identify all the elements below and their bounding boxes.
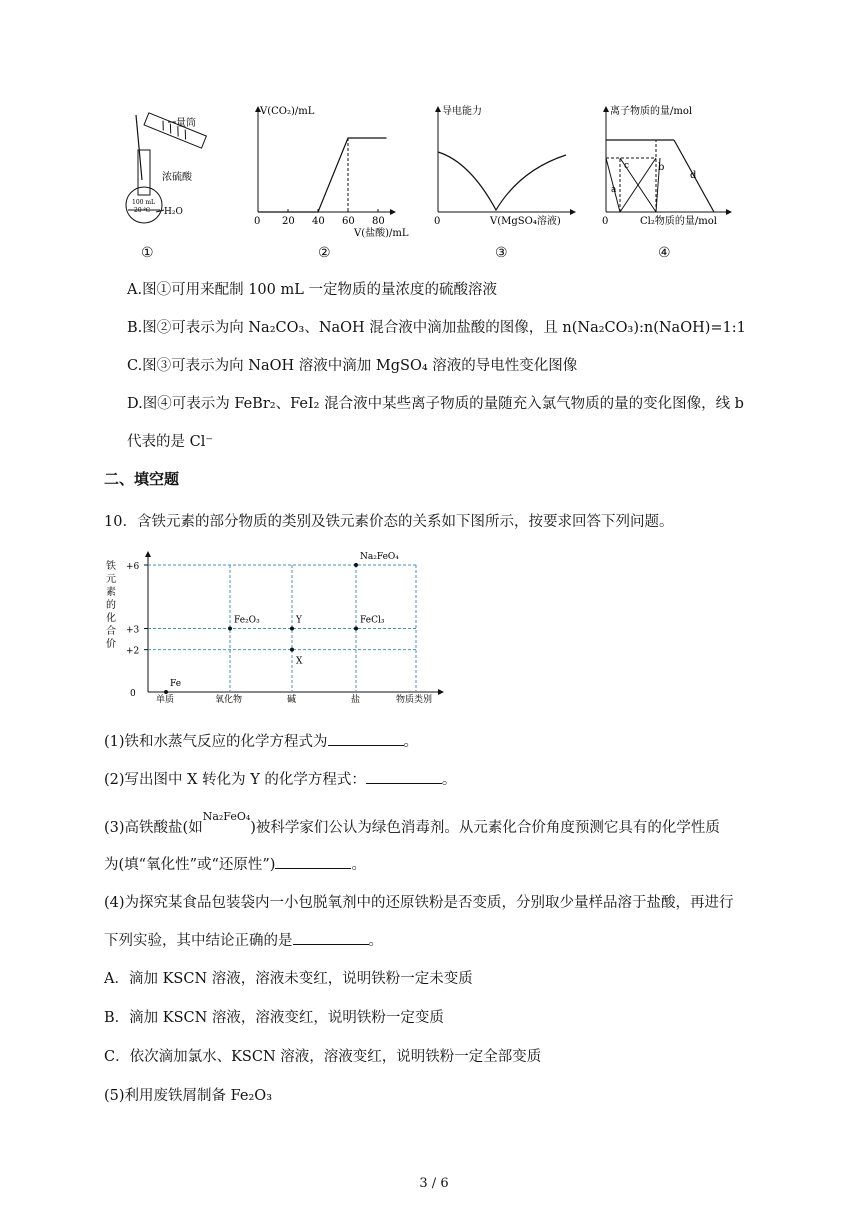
fig3-ylabel: 导电能力 — [442, 106, 482, 117]
fig4-curve-a: a — [611, 185, 617, 195]
fig4-curve-d: d — [690, 170, 697, 181]
fig2-number: ② — [318, 245, 331, 261]
q10-choice-a: A．滴加 KSCN 溶液，溶液未变红，说明铁粉一定未变质 — [104, 971, 473, 987]
figure-2-chart — [250, 100, 420, 240]
fig2-tick-80: 80 — [372, 216, 385, 227]
option-d-line1: D.图④可表示为 FeBr₂、FeI₂ 混合液中某些离子物质的量随充入氯气物质的量的变化图像，线 b — [127, 396, 744, 412]
fig2-tick-20: 20 — [282, 216, 295, 227]
fig3-number: ③ — [495, 245, 508, 261]
q10-point — [164, 690, 168, 694]
q10-stem: 10．含铁元素的部分物质的类别及铁元素价态的关系如下图所示，按要求回答下列问题。 — [104, 514, 674, 530]
q10-part1: (1)铁和水蒸气反应的化学方程式为 。 — [104, 734, 419, 750]
q10-ylabel-char: 化 — [106, 613, 116, 624]
fig2-tick-0: 0 — [254, 216, 261, 227]
answer-blank-4[interactable] — [293, 932, 369, 945]
fig3-xlabel: V(MgSO₄溶液) — [490, 216, 561, 227]
q10-point — [354, 563, 358, 567]
fig2-tick-60: 60 — [342, 216, 355, 227]
fig4-curve-c: c — [624, 161, 630, 171]
option-d-line2: 代表的是 Cl⁻ — [127, 434, 213, 450]
section-title: 二、填空题 — [104, 470, 180, 488]
q10-ytick: 0 — [130, 689, 136, 699]
fig2-series-line — [258, 138, 387, 212]
fig4-curve-b: b — [658, 162, 665, 173]
q10-part4-line2: 下列实验，其中结论正确的是 。 — [104, 933, 383, 949]
q10-part3-line2: 为(填“氧化性”或“还原性”) 。 — [104, 857, 366, 873]
q10-part3-line1: (3)高铁酸盐(如$^{Na_2FeO_4}$)被科学家们公认为绿色消毒剂。从元素化合价角度预测它具有的化学性质 — [104, 810, 720, 836]
q10-category: 盐 — [351, 695, 361, 705]
q10-ytick: +6 — [126, 562, 140, 572]
q10-point-label: Fe — [170, 679, 182, 689]
q10-part2: (2)写出图中 X 转化为 Y 的化学方程式： 。 — [104, 772, 457, 788]
q10-part5: (5)利用废铁屑制备 Fe₂O₃ — [104, 1088, 273, 1104]
figure-1-apparatus — [120, 100, 220, 225]
q10-point-label: FeCl₃ — [360, 615, 385, 626]
q10-formula: Na₂FeO₄ — [202, 810, 251, 823]
option-b: B.图②可表示为向 Na₂CO₃、NaOH 混合液中滴加盐酸的图像，且 n(Na₂CO₃):n(NaOH)=1:1 — [127, 320, 746, 336]
q10-point-label: Y — [296, 615, 302, 626]
fig2-ylabel: V(CO₂)/mL — [260, 106, 315, 117]
fig2-tick-40: 40 — [312, 216, 325, 227]
fig4-number: ④ — [658, 245, 671, 261]
water-label: H₂O — [164, 207, 183, 217]
figure-3-chart — [430, 100, 580, 240]
q10-point — [354, 627, 358, 631]
fig4-origin: 0 — [602, 216, 609, 227]
q10-xlabel: 物质类别 — [396, 695, 433, 705]
answer-blank-2[interactable] — [366, 771, 442, 784]
q10-ylabel-char: 元 — [106, 574, 116, 585]
q10-valence-chart — [100, 545, 450, 705]
flask-volume-label: 100 mL — [132, 199, 156, 206]
fig4-xlabel: Cl₂物质的量/mol — [640, 216, 717, 227]
flask-temp-label: 20 ℃ — [134, 207, 151, 214]
q10-category: 单质 — [156, 695, 175, 705]
q10-point — [290, 648, 294, 652]
q10-ytick: +3 — [126, 625, 140, 636]
q10-ylabel-char: 的 — [106, 600, 116, 611]
q10-point — [290, 627, 294, 631]
q10-choice-c: C．依次滴加氯水、KSCN 溶液，溶液变红，说明铁粉一定全部变质 — [104, 1049, 542, 1065]
page-number: 3 / 6 — [419, 1176, 449, 1191]
q10-point — [228, 627, 232, 631]
q10-point-label: X — [296, 656, 303, 667]
q10-ylabel — [106, 559, 116, 650]
q10-ylabel-char: 合 — [106, 626, 116, 637]
q10-ylabel-char: 价 — [106, 639, 116, 650]
fig4-ylabel: 离子物质的量/mol — [610, 106, 693, 117]
q10-ylabel-char: 素 — [106, 587, 116, 598]
q10-choice-b: B．滴加 KSCN 溶液，溶液变红，说明铁粉一定变质 — [104, 1010, 444, 1026]
fig3-conductivity-curve — [438, 152, 566, 210]
answer-blank-3[interactable] — [275, 856, 351, 869]
q10-ylabel-char: 铁 — [106, 561, 116, 572]
fig2-xlabel: V(盐酸)/mL — [354, 228, 409, 239]
answer-blank-1[interactable] — [328, 733, 404, 746]
cylinder-label: 量筒 — [176, 118, 196, 129]
q10-ytick: +2 — [126, 646, 140, 657]
option-c: C.图③可表示为向 NaOH 溶液中滴加 MgSO₄ 溶液的导电性变化图像 — [127, 358, 578, 374]
fig3-origin: 0 — [434, 216, 441, 227]
figure-4-chart — [598, 100, 748, 240]
q10-part4-line1: (4)为探究某食品包装袋内一小包脱氧剂中的还原铁粉是否变质，分别取少量样品溶于盐酸，再进行 — [104, 895, 734, 911]
option-a: A.图①可用来配制 100 mL 一定物质的量浓度的硫酸溶液 — [127, 282, 497, 298]
q10-point-label: Fe₂O₃ — [234, 615, 260, 626]
fig1-number: ① — [141, 245, 154, 261]
q10-point-label: Na₂FeO₄ — [360, 552, 399, 562]
q10-category: 氧化物 — [215, 695, 243, 705]
q10-category: 碱 — [287, 695, 297, 705]
acid-label: 浓硫酸 — [162, 172, 192, 183]
